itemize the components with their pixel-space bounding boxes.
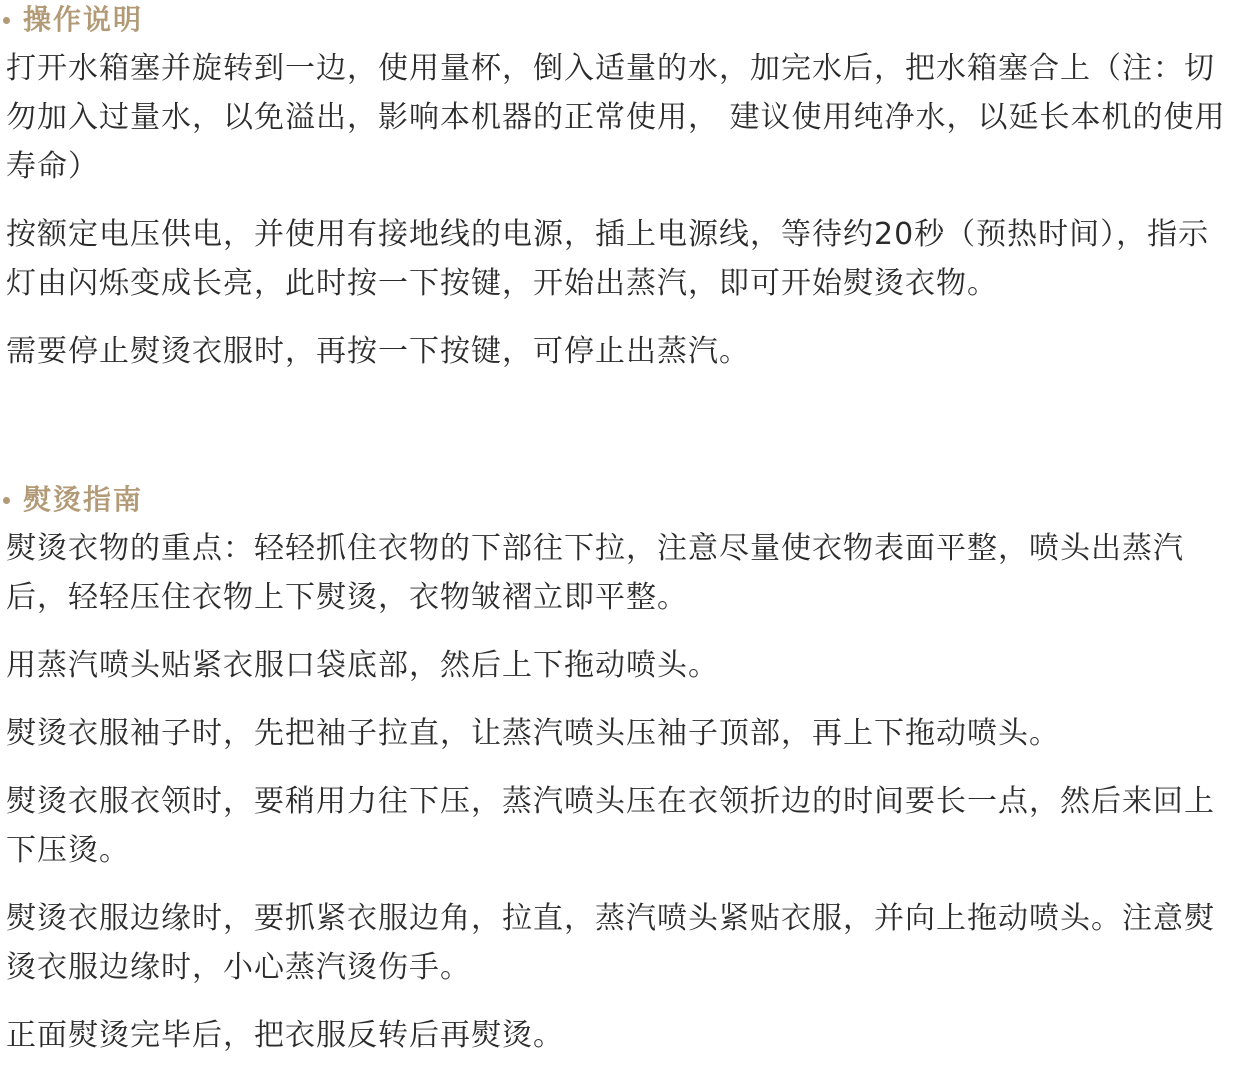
paragraph: 熨烫衣物的重点：轻轻抓住衣物的下部往下拉，注意尽量使衣物表面平整，喷头出蒸汽后，轻轻压住衣物上下熨烫，衣物皱褶立即平整。 [6, 531, 1184, 615]
bullet-dot-icon [3, 17, 10, 24]
paragraph: 熨烫衣服边缘时，要抓紧衣服边角，拉直，蒸汽喷头紧贴衣服，并向上拖动喷头。注意熨烫衣服边缘时，小心蒸汽烫伤手。 [6, 901, 1215, 985]
section-heading [0, 0, 1234, 40]
paragraph: 需要停止熨烫衣服时，再按一下按键，可停止出蒸汽。 [6, 334, 750, 369]
section-operation-instructions [0, 0, 1234, 395]
heading-text: 熨烫指南 [23, 483, 144, 516]
paragraph: 熨烫衣服衣领时，要稍用力往下压，蒸汽喷头压在衣领折边的时间要长一点，然后来回上下压烫。 [6, 784, 1215, 868]
bullet-dot-icon [3, 497, 10, 504]
paragraph: 打开水箱塞并旋转到一边，使用量杯，倒入适量的水，加完水后，把水箱塞合上（注：切勿加入过量水，以免溢出，影响本机器的正常使用， 建议使用纯净水，以延长本机的使用寿命） [6, 51, 1226, 184]
section-ironing-guide [0, 480, 1234, 1079]
paragraph: 正面熨烫完毕后，把衣服反转后再熨烫。 [6, 1018, 564, 1053]
heading-text: 操作说明 [23, 3, 144, 36]
paragraph: 按额定电压供电，并使用有接地线的电源，插上电源线，等待约20秒（预热时间），指示灯由闪烁变成长亮，此时按一下按键，开始出蒸汽，即可开始熨烫衣物。 [6, 217, 1210, 301]
paragraph: 熨烫衣服袖子时，先把袖子拉直，让蒸汽喷头压袖子顶部，再上下拖动喷头。 [6, 716, 1060, 751]
section-heading [0, 480, 1234, 520]
paragraph: 用蒸汽喷头贴紧衣服口袋底部，然后上下拖动喷头。 [6, 648, 719, 683]
